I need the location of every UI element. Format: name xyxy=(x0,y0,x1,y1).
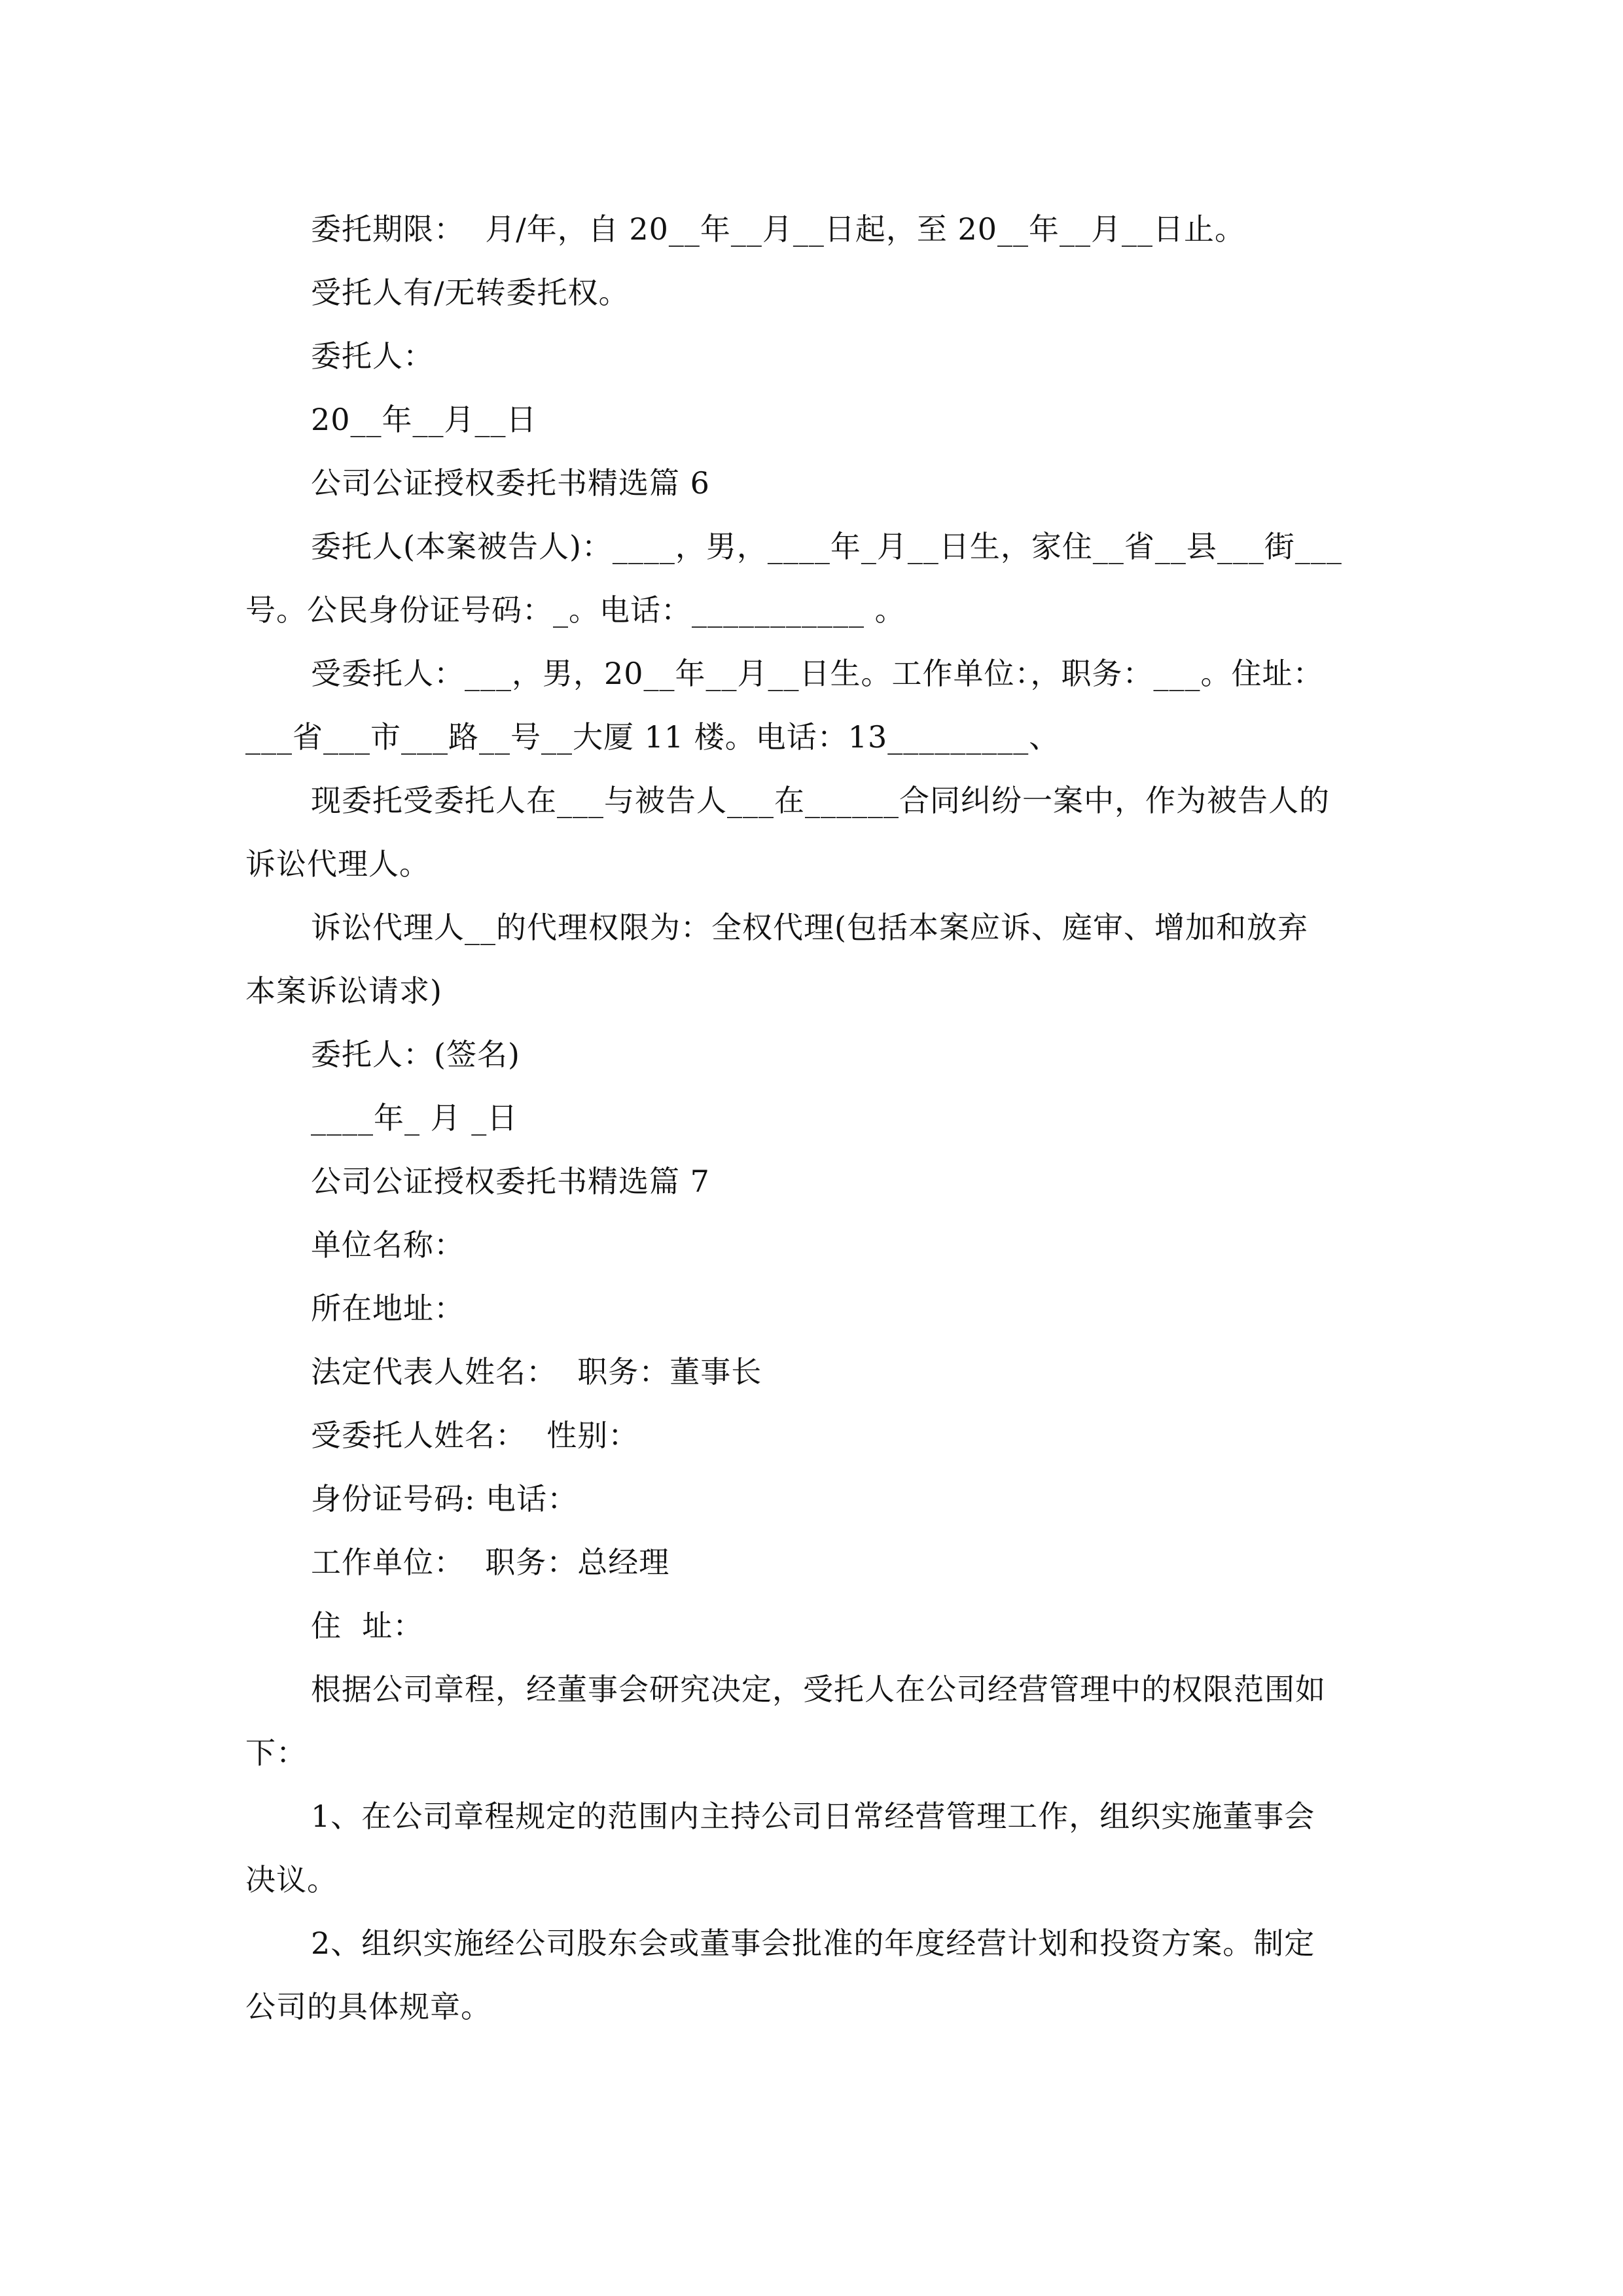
text-line: 决议。 xyxy=(245,1862,338,1897)
text-line: 受托人有/无转委托权。 xyxy=(311,275,630,310)
section-heading: 公司公证授权委托书精选篇 7 xyxy=(311,1164,710,1199)
text-line: 号。公民身份证号码：_。电话：___________ 。 xyxy=(245,592,906,628)
text-line: 工作单位： 职务：总经理 xyxy=(311,1545,670,1580)
text-line: 住 址： xyxy=(311,1608,424,1643)
text-line: ____年_ 月 _日 xyxy=(311,1100,518,1136)
text-line: 根据公司章程，经董事会研究决定，受托人在公司经营管理中的权限范围如 xyxy=(311,1672,1326,1707)
text-line: 身份证号码: 电话： xyxy=(311,1481,579,1516)
text-line: 委托人(本案被告人)：____，男，____年_月__日生，家住__省__县___街___ xyxy=(311,529,1342,564)
text-line: 委托期限： 月/年，自 20__年__月__日起，至 20__年__月__日止。 xyxy=(311,211,1246,247)
text-line: 本案诉讼请求) xyxy=(245,973,442,1009)
text-line: 法定代表人姓名： 职务：董事长 xyxy=(311,1354,762,1390)
text-line: 委托人：(签名) xyxy=(311,1037,520,1072)
text-line: ___省___市___路__号__大厦 11 楼。电话：13_________、 xyxy=(245,719,1060,755)
text-line: 20__年__月__日 xyxy=(311,402,537,437)
text-line: 委托人： xyxy=(311,338,434,374)
text-line: 1、在公司章程规定的范围内主持公司日常经营管理工作，组织实施董事会 xyxy=(311,1799,1315,1834)
text-line: 诉讼代理人__的代理权限为：全权代理(包括本案应诉、庭审、增加和放弃 xyxy=(311,910,1308,945)
text-line: 单位名称： xyxy=(311,1227,465,1263)
text-line: 受委托人：___，男，20__年__月__日生。工作单位：，职务：___。住址： xyxy=(311,656,1324,691)
text-line: 公司的具体规章。 xyxy=(245,1989,491,2024)
section-heading: 公司公证授权委托书精选篇 6 xyxy=(311,465,710,501)
text-line: 现委托受委托人在___与被告人___在______合同纠纷一案中，作为被告人的 xyxy=(311,783,1330,818)
text-line: 下： xyxy=(245,1735,307,1770)
text-line: 所在地址： xyxy=(311,1291,465,1326)
text-line: 2、组织实施经公司股东会或董事会批准的年度经营计划和投资方案。制定 xyxy=(311,1926,1315,1961)
text-line: 诉讼代理人。 xyxy=(245,846,430,882)
text-line: 受委托人姓名： 性别： xyxy=(311,1418,639,1453)
